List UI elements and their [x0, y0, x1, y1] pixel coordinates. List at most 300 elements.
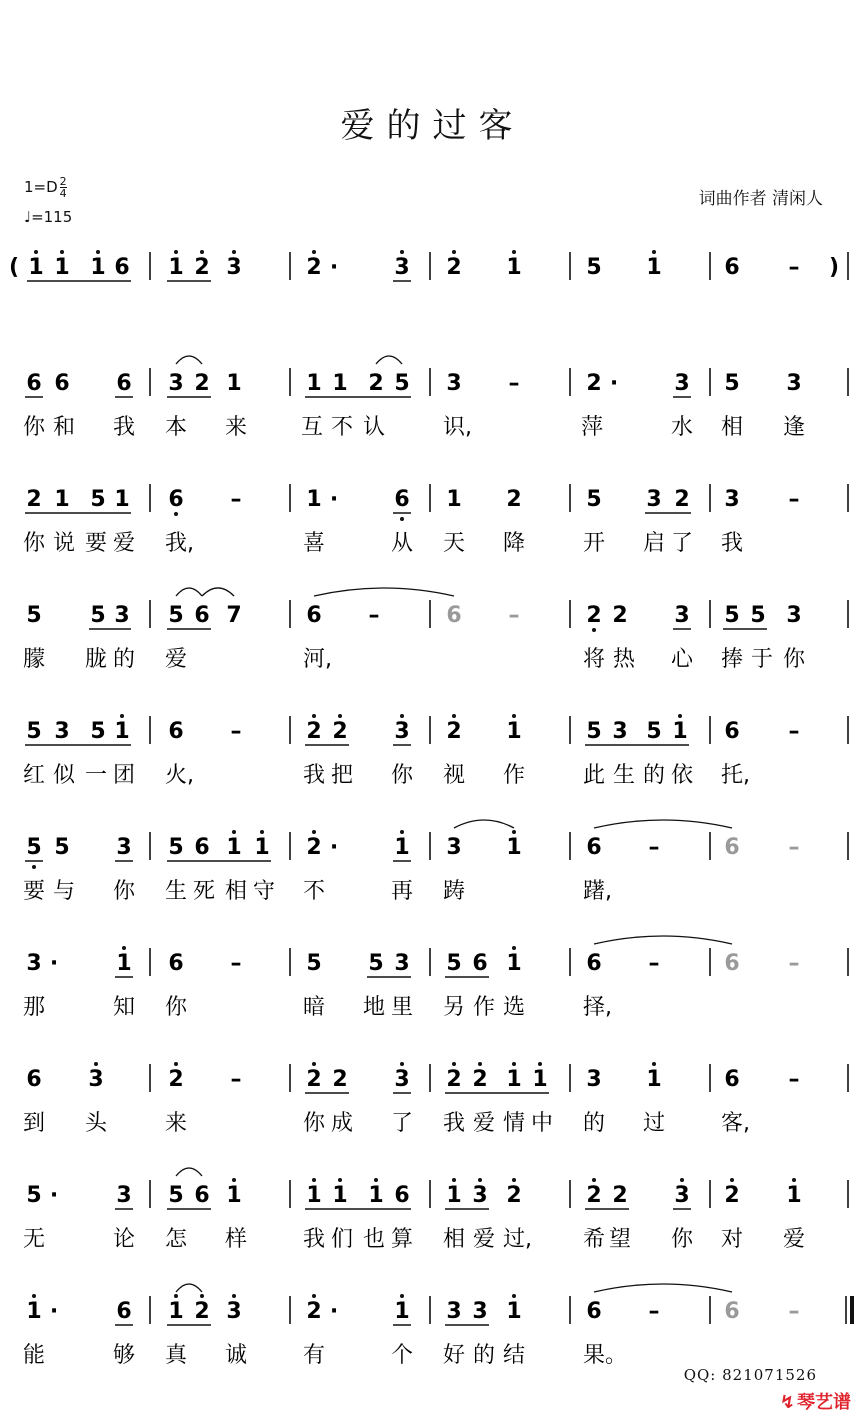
lyric-3-3: 爱	[165, 647, 188, 672]
lyric-4-1: 似	[53, 763, 76, 788]
note-1-18: 3	[674, 371, 690, 396]
lyric-6-2: 你	[165, 995, 188, 1020]
note-1-8: 1	[306, 371, 322, 396]
lyric-7-0: 到	[23, 1111, 46, 1136]
octave-dot-low	[592, 628, 596, 632]
lyric-2-5: 喜	[303, 531, 326, 556]
note-5-14: 1	[506, 835, 522, 860]
lyric-9-3: 诚	[225, 1343, 248, 1368]
note-7-1: 3	[88, 1067, 104, 1092]
note-8-15: 2	[506, 1183, 522, 1208]
note-5-7: 1	[254, 835, 270, 860]
note-4-5: 6	[168, 719, 184, 744]
note-7-12: 1	[506, 1067, 522, 1092]
note-8-6: 1	[226, 1183, 242, 1208]
note-9-19: 6	[724, 1299, 740, 1324]
note-4-2: 5	[90, 719, 106, 744]
octave-dot-high	[120, 714, 124, 718]
note-9-2: 6	[116, 1299, 132, 1324]
note-3-0: 5	[26, 603, 42, 628]
lyric-2-0: 你	[23, 531, 46, 556]
lyric-1-6: 不	[331, 415, 354, 440]
note-9-0: 1	[26, 1299, 42, 1324]
note-7-11: 2	[472, 1067, 488, 1092]
octave-dot-high	[730, 1178, 734, 1182]
lyric-6-3: 暗	[303, 995, 326, 1020]
octave-dot-high	[400, 830, 404, 834]
lyric-1-4: 来	[225, 415, 248, 440]
octave-dot-high	[652, 250, 656, 254]
octave-dot-high	[512, 830, 516, 834]
octave-dot-high	[400, 714, 404, 718]
logo-text: 琴艺谱	[797, 1392, 851, 1413]
lyric-4-4: 火,	[165, 763, 194, 788]
note-1-14: –	[508, 371, 520, 396]
lyric-4-12: 的	[643, 763, 666, 788]
octave-dot-high	[338, 714, 342, 718]
note-0-14: 2	[446, 255, 462, 280]
note-1-5: 2	[194, 371, 210, 396]
octave-dot-high	[32, 1294, 36, 1298]
tempo-marking: ♩=115	[24, 208, 73, 226]
time-denominator: 4	[59, 187, 67, 200]
note-9-8: 2	[306, 1299, 322, 1324]
octave-dot-high	[94, 1062, 98, 1066]
note-8-8: 1	[306, 1183, 322, 1208]
lyric-4-5: 我	[303, 763, 326, 788]
note-0-3: 1	[90, 255, 106, 280]
key-text: 1=D	[24, 178, 58, 196]
note-6-11: 5	[446, 951, 462, 976]
octave-dot-high	[200, 1294, 204, 1298]
lyric-7-5: 了	[391, 1111, 414, 1136]
note-2-15: 5	[586, 487, 602, 512]
note-2-2: 5	[90, 487, 106, 512]
lyric-7-2: 来	[165, 1111, 188, 1136]
lyric-8-10: 过,	[503, 1227, 532, 1252]
lyric-8-11: 希	[583, 1227, 606, 1252]
note-6-2: 1	[116, 951, 132, 976]
lyric-5-7: 不	[303, 879, 326, 904]
note-1-11: 5	[394, 371, 410, 396]
octave-dot-high	[400, 250, 404, 254]
note-7-15: 3	[586, 1067, 602, 1092]
note-8-10: 1	[368, 1183, 384, 1208]
octave-dot-high	[512, 946, 516, 950]
slur	[594, 936, 732, 944]
lyric-7-1: 头	[85, 1111, 108, 1136]
note-4-16: 3	[612, 719, 628, 744]
octave-dot-low	[174, 512, 178, 516]
note-4-21: –	[788, 719, 800, 744]
note-1-1: 6	[54, 371, 70, 396]
octave-dot-high	[312, 250, 316, 254]
note-7-4: –	[230, 1067, 242, 1092]
note-8-0: 5	[26, 1183, 42, 1208]
note-2-9: ·	[329, 487, 339, 512]
note-9-6: 3	[226, 1299, 242, 1324]
lyric-8-2: 怎	[165, 1227, 188, 1252]
lyric-2-3: 爱	[113, 531, 136, 556]
lyric-7-3: 你	[303, 1111, 326, 1136]
note-3-15: 2	[612, 603, 628, 628]
note-1-6: 1	[226, 371, 242, 396]
note-5-6: 1	[226, 835, 242, 860]
note-4-1: 3	[54, 719, 70, 744]
note-0-15: 1	[506, 255, 522, 280]
lyric-3-2: 的	[113, 647, 136, 672]
lyric-6-5: 里	[391, 995, 414, 1020]
time-signature	[60, 176, 67, 199]
lyric-8-0: 无	[23, 1227, 46, 1252]
lyric-3-8: 捧	[721, 647, 744, 672]
lyric-3-1: 胧	[85, 647, 108, 672]
note-1-21: 3	[786, 371, 802, 396]
lyric-7-6: 我	[443, 1111, 466, 1136]
lyric-4-11: 生	[613, 763, 636, 788]
lyric-2-7: 天	[443, 531, 466, 556]
lyric-1-1: 和	[53, 415, 76, 440]
note-2-8: 1	[306, 487, 322, 512]
note-2-16: 3	[646, 487, 662, 512]
lyric-6-6: 另	[443, 995, 466, 1020]
lyric-1-10: 水	[671, 415, 694, 440]
lyric-7-7: 爱	[473, 1111, 496, 1136]
note-0-2: 1	[54, 255, 70, 280]
note-2-0: 2	[26, 487, 42, 512]
note-6-4: 6	[168, 951, 184, 976]
note-7-7: 2	[332, 1067, 348, 1092]
lyric-5-10: 躇,	[583, 879, 612, 904]
note-0-4: 6	[114, 255, 130, 280]
note-5-16: 6	[586, 835, 602, 860]
slur	[176, 588, 202, 596]
note-2-19: 3	[724, 487, 740, 512]
lyric-5-2: 你	[113, 879, 136, 904]
note-8-18: 2	[612, 1183, 628, 1208]
octave-dot-high	[374, 1178, 378, 1182]
lyric-8-12: 望	[609, 1227, 632, 1252]
note-3-8: 6	[306, 603, 322, 628]
note-8-5: 6	[194, 1183, 210, 1208]
time-numerator: 2	[59, 175, 67, 188]
lyric-5-0: 要	[23, 879, 46, 904]
lyric-3-4: 河,	[303, 647, 332, 672]
note-2-10: 6	[394, 487, 410, 512]
note-5-17: –	[648, 835, 660, 860]
lyric-5-1: 与	[53, 879, 76, 904]
lyric-5-8: 再	[391, 879, 414, 904]
lyric-1-0: 你	[23, 415, 46, 440]
octave-dot-high	[312, 1178, 316, 1182]
note-7-18: 6	[724, 1067, 740, 1092]
lyric-5-5: 相	[225, 879, 248, 904]
note-6-18: 6	[724, 951, 740, 976]
lyric-7-10: 的	[583, 1111, 606, 1136]
note-5-11: 1	[394, 835, 410, 860]
lyric-8-9: 爱	[473, 1227, 496, 1252]
lyric-2-8: 降	[503, 531, 526, 556]
lyric-4-2: 一	[85, 763, 108, 788]
note-0-17: 5	[586, 255, 602, 280]
note-6-9: 3	[394, 951, 410, 976]
lyric-1-7: 认	[363, 415, 386, 440]
lyric-1-5: 互	[301, 415, 324, 440]
note-0-12: 3	[394, 255, 410, 280]
note-7-16: 1	[646, 1067, 662, 1092]
octave-dot-low	[400, 517, 404, 521]
note-9-12: 3	[446, 1299, 462, 1324]
note-9-20: –	[788, 1299, 800, 1324]
note-4-15: 5	[586, 719, 602, 744]
note-0-7: 2	[194, 255, 210, 280]
lyric-8-15: 爱	[783, 1227, 806, 1252]
note-5-4: 5	[168, 835, 184, 860]
note-2-5: 6	[168, 487, 184, 512]
note-4-9: 2	[332, 719, 348, 744]
octave-dot-high	[678, 714, 682, 718]
note-4-8: 2	[306, 719, 322, 744]
octave-dot-high	[96, 250, 100, 254]
note-2-1: 1	[54, 487, 70, 512]
note-6-16: –	[648, 951, 660, 976]
note-0-10: 2	[306, 255, 322, 280]
octave-dot-high	[478, 1178, 482, 1182]
note-9-16: 6	[586, 1299, 602, 1324]
lyric-9-6: 好	[443, 1343, 466, 1368]
lyric-4-9: 作	[503, 763, 526, 788]
octave-dot-high	[174, 250, 178, 254]
note-2-12: 1	[446, 487, 462, 512]
lyric-3-9: 于	[751, 647, 774, 672]
lyric-1-8: 识,	[443, 415, 472, 440]
note-9-1: ·	[49, 1299, 59, 1324]
lyric-6-1: 知	[113, 995, 136, 1020]
octave-dot-high	[122, 946, 126, 950]
note-1-2: 6	[116, 371, 132, 396]
author-credit: 词曲作者 清闲人	[698, 189, 823, 209]
lyric-8-7: 算	[391, 1227, 414, 1252]
note-3-6: 7	[226, 603, 242, 628]
lyric-5-4: 死	[193, 879, 216, 904]
slur	[594, 1284, 732, 1292]
lyric-4-6: 把	[331, 763, 354, 788]
octave-dot-high	[174, 1062, 178, 1066]
note-6-19: –	[788, 951, 800, 976]
octave-dot-high	[512, 1062, 516, 1066]
note-7-3: 2	[168, 1067, 184, 1092]
lyric-6-9: 择,	[583, 995, 612, 1020]
lyric-9-2: 真	[165, 1343, 188, 1368]
note-1-4: 3	[168, 371, 184, 396]
note-7-6: 2	[306, 1067, 322, 1092]
note-3-11: 6	[446, 603, 462, 628]
octave-dot-high	[400, 1294, 404, 1298]
lyric-3-7: 心	[671, 647, 694, 672]
octave-dot-high	[232, 250, 236, 254]
octave-dot-high	[232, 1178, 236, 1182]
note-0-20: 6	[724, 255, 740, 280]
lyric-9-9: 果。	[583, 1343, 628, 1368]
lyric-3-10: 你	[783, 647, 806, 672]
note-4-13: 1	[506, 719, 522, 744]
slur	[454, 820, 514, 828]
octave-dot-high	[680, 1178, 684, 1182]
note-2-13: 2	[506, 487, 522, 512]
note-8-19: 3	[674, 1183, 690, 1208]
note-1-10: 2	[368, 371, 384, 396]
note-9-13: 3	[472, 1299, 488, 1324]
note-3-20: 3	[786, 603, 802, 628]
note-1-9: 1	[332, 371, 348, 396]
note-9-14: 1	[506, 1299, 522, 1324]
note-4-12: 2	[446, 719, 462, 744]
note-1-13: 3	[446, 371, 462, 396]
note-5-5: 6	[194, 835, 210, 860]
note-8-11: 6	[394, 1183, 410, 1208]
lyric-1-9: 萍	[581, 415, 604, 440]
lyric-3-0: 朦	[23, 647, 46, 672]
octave-dot-high	[400, 1062, 404, 1066]
octave-dot-high	[792, 1178, 796, 1182]
note-7-19: –	[788, 1067, 800, 1092]
note-6-8: 5	[368, 951, 384, 976]
octave-dot-high	[312, 1294, 316, 1298]
note-8-17: 2	[586, 1183, 602, 1208]
note-3-5: 6	[194, 603, 210, 628]
note-6-13: 1	[506, 951, 522, 976]
note-7-13: 1	[532, 1067, 548, 1092]
note-6-12: 6	[472, 951, 488, 976]
note-0-0: (	[8, 255, 20, 280]
note-4-3: 1	[114, 719, 130, 744]
note-0-11: ·	[329, 255, 339, 280]
note-7-8: 3	[394, 1067, 410, 1092]
note-7-0: 6	[26, 1067, 42, 1092]
note-5-9: 2	[306, 835, 322, 860]
lyric-7-4: 成	[331, 1111, 354, 1136]
octave-dot-high	[512, 250, 516, 254]
logo-mark-icon: ↯	[779, 1392, 795, 1413]
octave-dot-high	[338, 1178, 342, 1182]
octave-dot-high	[232, 830, 236, 834]
octave-dot-high	[592, 1178, 596, 1182]
slur	[176, 356, 202, 364]
octave-dot-high	[312, 830, 316, 834]
lyric-2-2: 要	[85, 531, 108, 556]
note-3-9: –	[368, 603, 380, 628]
note-8-9: 1	[332, 1183, 348, 1208]
note-0-8: 3	[226, 255, 242, 280]
qq-contact: QQ: 821071526	[683, 1366, 817, 1384]
note-9-9: ·	[329, 1299, 339, 1324]
octave-dot-high	[512, 1294, 516, 1298]
note-6-1: ·	[49, 951, 59, 976]
slur	[594, 820, 732, 828]
note-4-0: 5	[26, 719, 42, 744]
site-logo	[780, 1388, 851, 1414]
note-7-10: 2	[446, 1067, 462, 1092]
note-9-5: 2	[194, 1299, 210, 1324]
octave-dot-high	[200, 250, 204, 254]
lyric-2-1: 说	[53, 531, 76, 556]
note-8-14: 3	[472, 1183, 488, 1208]
lyric-2-10: 启	[643, 531, 666, 556]
lyric-4-8: 视	[443, 763, 466, 788]
octave-dot-high	[652, 1062, 656, 1066]
note-4-18: 1	[672, 719, 688, 744]
note-1-17: ·	[609, 371, 619, 396]
lyric-2-11: 了	[671, 531, 694, 556]
note-4-17: 5	[646, 719, 662, 744]
lyric-8-14: 对	[721, 1227, 744, 1252]
note-8-2: 3	[116, 1183, 132, 1208]
lyric-2-6: 从	[391, 531, 414, 556]
note-3-4: 5	[168, 603, 184, 628]
octave-dot-high	[452, 714, 456, 718]
note-6-5: –	[230, 951, 242, 976]
note-1-20: 5	[724, 371, 740, 396]
note-6-7: 5	[306, 951, 322, 976]
octave-dot-high	[34, 250, 38, 254]
note-0-22: )	[828, 255, 840, 280]
note-8-4: 5	[168, 1183, 184, 1208]
slur	[176, 1284, 202, 1292]
lyric-1-3: 本	[165, 415, 188, 440]
note-8-22: 1	[786, 1183, 802, 1208]
lyric-9-5: 个	[391, 1343, 414, 1368]
note-9-4: 1	[168, 1299, 184, 1324]
lyric-9-8: 结	[503, 1343, 526, 1368]
lyric-7-8: 情	[503, 1111, 526, 1136]
note-2-3: 1	[114, 487, 130, 512]
note-0-21: –	[788, 255, 800, 280]
note-3-16: 3	[674, 603, 690, 628]
lyric-4-13: 依	[671, 763, 694, 788]
note-6-0: 3	[26, 951, 42, 976]
note-5-1: 5	[54, 835, 70, 860]
note-4-20: 6	[724, 719, 740, 744]
lyric-1-2: 我	[113, 415, 136, 440]
slur	[202, 588, 234, 596]
octave-dot-high	[232, 1294, 236, 1298]
lyric-2-12: 我	[721, 531, 744, 556]
lyric-8-3: 样	[225, 1227, 248, 1252]
note-3-2: 3	[114, 603, 130, 628]
note-1-0: 6	[26, 371, 42, 396]
octave-dot-high	[452, 250, 456, 254]
note-8-1: ·	[49, 1183, 59, 1208]
note-3-19: 5	[750, 603, 766, 628]
lyric-5-9: 踌	[443, 879, 466, 904]
lyric-7-12: 客,	[721, 1111, 750, 1136]
lyric-8-5: 们	[331, 1227, 354, 1252]
note-5-0: 5	[26, 835, 42, 860]
lyric-6-0: 那	[23, 995, 46, 1020]
octave-dot-high	[312, 714, 316, 718]
lyric-4-14: 托,	[721, 763, 750, 788]
note-6-15: 6	[586, 951, 602, 976]
song-title: 爱的过客	[340, 106, 525, 146]
lyric-5-6: 守	[253, 879, 276, 904]
note-1-16: 2	[586, 371, 602, 396]
lyric-8-13: 你	[671, 1227, 694, 1252]
note-3-1: 5	[90, 603, 106, 628]
lyric-4-7: 你	[391, 763, 414, 788]
octave-dot-high	[312, 1062, 316, 1066]
lyric-9-7: 的	[473, 1343, 496, 1368]
note-0-6: 1	[168, 255, 184, 280]
